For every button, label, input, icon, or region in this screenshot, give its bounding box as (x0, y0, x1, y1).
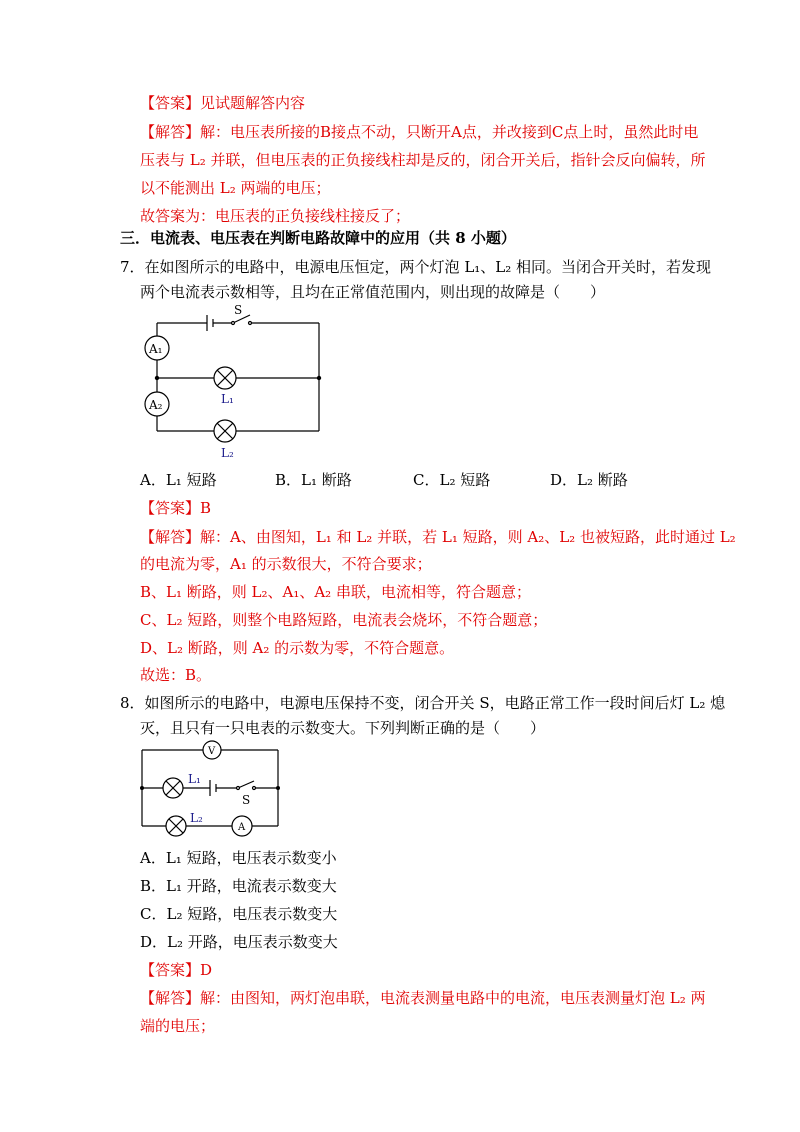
prev-solution-line-3: 以不能测出 L₂ 两端的电压； (140, 179, 331, 197)
q8-stem-line-2: 灭，且只有一只电表的示数变大。下列判断正确的是（ ） (140, 719, 546, 737)
q7-stem-line-1: 7．在如图所示的电路中，电源电压恒定，两个灯泡 L₁、L₂ 相同。当闭合开关时，若发现 (120, 258, 712, 276)
q8-answer: 【答案】D (140, 961, 213, 979)
q8-option-a: A．L₁ 短路，电压表示数变小 (140, 849, 337, 867)
q8-label-l1: L₁ (188, 772, 201, 786)
q7-option-b: B．L₁ 断路 (275, 471, 352, 489)
q7-label-l2: L₂ (221, 446, 234, 460)
q8-option-d: D．L₂ 开路，电压表示数变大 (140, 933, 338, 951)
q7-solution-line-3: B、L₁ 断路，则 L₂、A₁、A₂ 串联，电流相等，符合题意； (140, 583, 531, 601)
q8-label-switch: S (242, 793, 251, 807)
q7-label-a2: A₂ (149, 398, 163, 412)
q7-answer: 【答案】B (140, 499, 212, 517)
q7-label-a1: A₁ (149, 342, 163, 356)
q8-label-voltmeter: V (208, 746, 216, 757)
q7-solution-line-6: 故选：B。 (140, 666, 212, 684)
q8-solution-line-1: 【解答】解：由图知，两灯泡串联，电流表测量电路中的电流，电压表测量灯泡 L₂ 两 (140, 989, 706, 1007)
q7-option-d: D．L₂ 断路 (550, 471, 628, 489)
q8-circuit-diagram (138, 738, 298, 838)
q8-option-c: C．L₂ 短路，电压表示数变大 (140, 905, 338, 923)
q7-solution-line-5: D、L₂ 断路，则 A₂ 的示数为零，不符合题意。 (140, 639, 455, 657)
q7-stem-line-2: 两个电流表示数相等，且均在正常值范围内，则出现的故障是（ ） (140, 283, 606, 301)
q7-option-c: C．L₂ 短路 (413, 471, 491, 489)
q7-circuit-diagram (135, 303, 335, 463)
q8-label-l2: L₂ (190, 811, 203, 825)
prev-solution-line-2: 压表与 L₂ 并联，但电压表的正负接线柱却是反的，闭合开关后，指针会反向偏转，所 (140, 151, 706, 169)
prev-final-answer: 故答案为：电压表的正负接线柱接反了； (140, 207, 411, 225)
q7-solution-line-2: 的电流为零，A₁ 的示数很大，不符合要求； (140, 555, 432, 573)
q7-solution-line-4: C、L₂ 短路，则整个电路短路，电流表会烧坏，不符合题意； (140, 611, 548, 629)
prev-solution-line-1: 【解答】解：电压表所接的B接点不动，只断开A点，并改接到C点上时，虽然此时电 (140, 123, 699, 141)
q8-label-ammeter: A (238, 822, 246, 833)
prev-answer: 【答案】见试题解答内容 (140, 94, 306, 112)
q7-label-switch: S (234, 303, 243, 317)
q7-solution-line-1: 【解答】解：A、由图知，L₁ 和 L₂ 并联，若 L₁ 短路，则 A₂、L₂ 也被短路，此时通过 L₂ (140, 528, 736, 546)
q7-label-l1: L₁ (221, 392, 234, 406)
q8-option-b: B．L₁ 开路，电流表示数变大 (140, 877, 337, 895)
q7-option-a: A．L₁ 短路 (140, 471, 217, 489)
section-title: 三．电流表、电压表在判断电路故障中的应用（共 8 小题） (120, 229, 516, 247)
q8-solution-line-2: 端的电压； (140, 1017, 216, 1035)
q8-stem-line-1: 8．如图所示的电路中，电源电压保持不变，闭合开关 S，电路正常工作一段时间后灯 L₂ 熄 (120, 694, 726, 712)
